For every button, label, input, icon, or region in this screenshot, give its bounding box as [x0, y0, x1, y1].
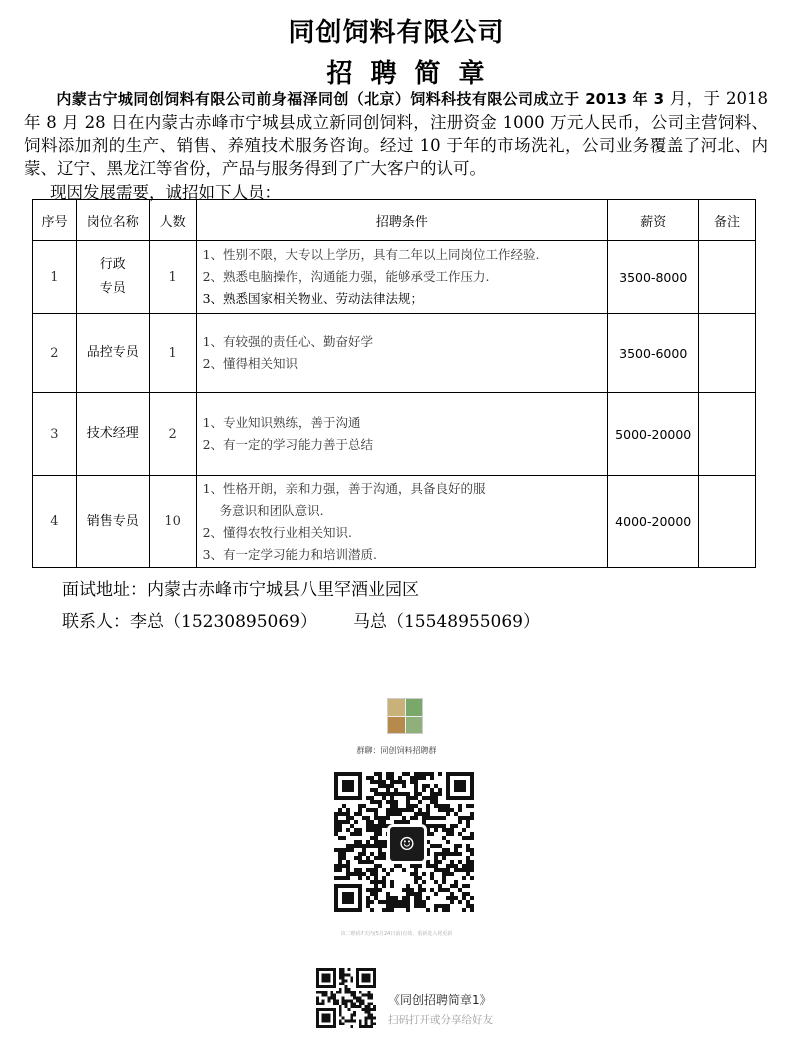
share-qr-code — [316, 968, 376, 1028]
row-note — [699, 314, 756, 393]
group-name: 群聊：同创饲料招聘群 — [356, 746, 437, 755]
row-requirements — [196, 241, 608, 314]
header-salary: 薪资 — [608, 200, 699, 241]
intro-part-a: 内蒙古宁城同创饲料有限公司前身福泽同创（北京）饲料科技有限公司成立于 — [56, 90, 580, 108]
requirement-item: 3、有一定学习能力和培训潜质. — [202, 546, 377, 562]
avatar-tile — [388, 717, 405, 734]
requirement-item: 2、有一定的学习能力善于总结 — [202, 437, 374, 452]
document-subtitle: 招聘简章 — [326, 59, 503, 89]
row-note — [699, 476, 756, 568]
row-requirements — [196, 314, 608, 393]
wechat-icon: ☺ — [387, 824, 427, 864]
intro-month: 3 — [653, 90, 665, 108]
share-title: 《同创招聘简章1》 — [388, 993, 492, 1007]
requirement-item: 2、熟悉电脑操作，沟通能力强，能够承受工作压力. — [202, 269, 490, 284]
intro-year-unit: 年 — [632, 90, 648, 108]
row-position: 销售专员 — [76, 476, 149, 568]
requirement-item: 1、性别不限，大专以上学历，具有二年以上同岗位工作经验. — [202, 247, 540, 262]
row-position: 品控专员 — [76, 314, 149, 393]
qr-validity-note: 该二维码7天内(5月24日前)有效，重新进入将更新 — [340, 931, 453, 937]
row-count: 1 — [149, 314, 196, 393]
row-position — [76, 241, 149, 314]
requirement-item: 1、专业知识熟练，善于沟通 — [202, 415, 361, 430]
avatar-tile — [406, 717, 423, 734]
requirement-item: 1、有较强的责任心、勤奋好学 — [202, 334, 374, 349]
row-count: 1 — [149, 241, 196, 314]
row-no: 2 — [33, 314, 77, 393]
requirement-item: 2、懂得农牧行业相关知识. — [202, 524, 352, 540]
interview-address: 面试地址：内蒙古赤峰市宁城县八里罕酒业园区 — [62, 580, 419, 600]
row-position: 技术经理 — [76, 393, 149, 476]
intro-year: 2013 — [585, 90, 627, 108]
row-salary: 3500-8000 — [608, 241, 699, 314]
group-avatar — [387, 698, 423, 734]
requirement-item: 务意识和团队意识. — [219, 502, 324, 518]
row-count: 10 — [149, 476, 196, 568]
table-row — [33, 314, 756, 393]
row-salary: 3500-6000 — [608, 314, 699, 393]
header-requirements: 招聘条件 — [196, 200, 608, 241]
row-salary: 4000-20000 — [608, 476, 699, 568]
company-title: 同创饲料有限公司 — [288, 18, 505, 48]
row-salary: 5000-20000 — [608, 393, 699, 476]
contact-person-2: 马总（15548955069） — [352, 612, 540, 632]
row-no: 3 — [33, 393, 77, 476]
header-position: 岗位名称 — [76, 200, 149, 241]
table-header-row — [33, 200, 756, 241]
requirement-item: 3、熟悉国家相关物业、劳动法律法规； — [202, 291, 424, 306]
avatar-tile — [388, 699, 405, 716]
header-note: 备注 — [699, 200, 756, 241]
row-requirements — [196, 393, 608, 476]
requirement-item: 1、性格开朗，亲和力强，善于沟通，具备良好的服 — [202, 480, 486, 496]
header-count: 人数 — [149, 200, 196, 241]
row-no: 1 — [33, 241, 77, 314]
intro-lead: 现因发展需要，诚招如下人员： — [50, 183, 281, 202]
avatar-tile — [406, 699, 423, 716]
intro-part-c: 月，于 2018 年 8 月 28 日在内蒙古赤峰市宁城县成立新同创饲料，注册资金 1000 万元人民币，公司主营饲料、饲料添加剂的生产、销售、养殖技术服务咨询。经过 10 于年的市场洗礼，公司业务覆盖了河北、内蒙、辽宁、黑龙江等省份，产品与服务得到了广大客户的认可。 — [24, 89, 768, 178]
row-note — [699, 241, 756, 314]
row-no: 4 — [33, 476, 77, 568]
requirement-item: 2、懂得相关知识 — [202, 356, 299, 371]
row-note — [699, 393, 756, 476]
intro-paragraph — [24, 87, 768, 180]
position-line2: 专员 — [99, 281, 126, 296]
position-line1: 行政 — [99, 257, 126, 272]
row-requirements — [196, 476, 608, 568]
table-row — [33, 393, 756, 476]
table-row — [33, 476, 756, 568]
recruitment-table — [32, 199, 756, 568]
table-row — [33, 241, 756, 314]
contact-person-1: 联系人：李总（15230895069） — [62, 612, 317, 632]
header-no: 序号 — [33, 200, 77, 241]
row-count: 2 — [149, 393, 196, 476]
contact-line — [62, 607, 540, 632]
share-subtitle: 扫码打开或分享给好友 — [388, 1014, 493, 1026]
